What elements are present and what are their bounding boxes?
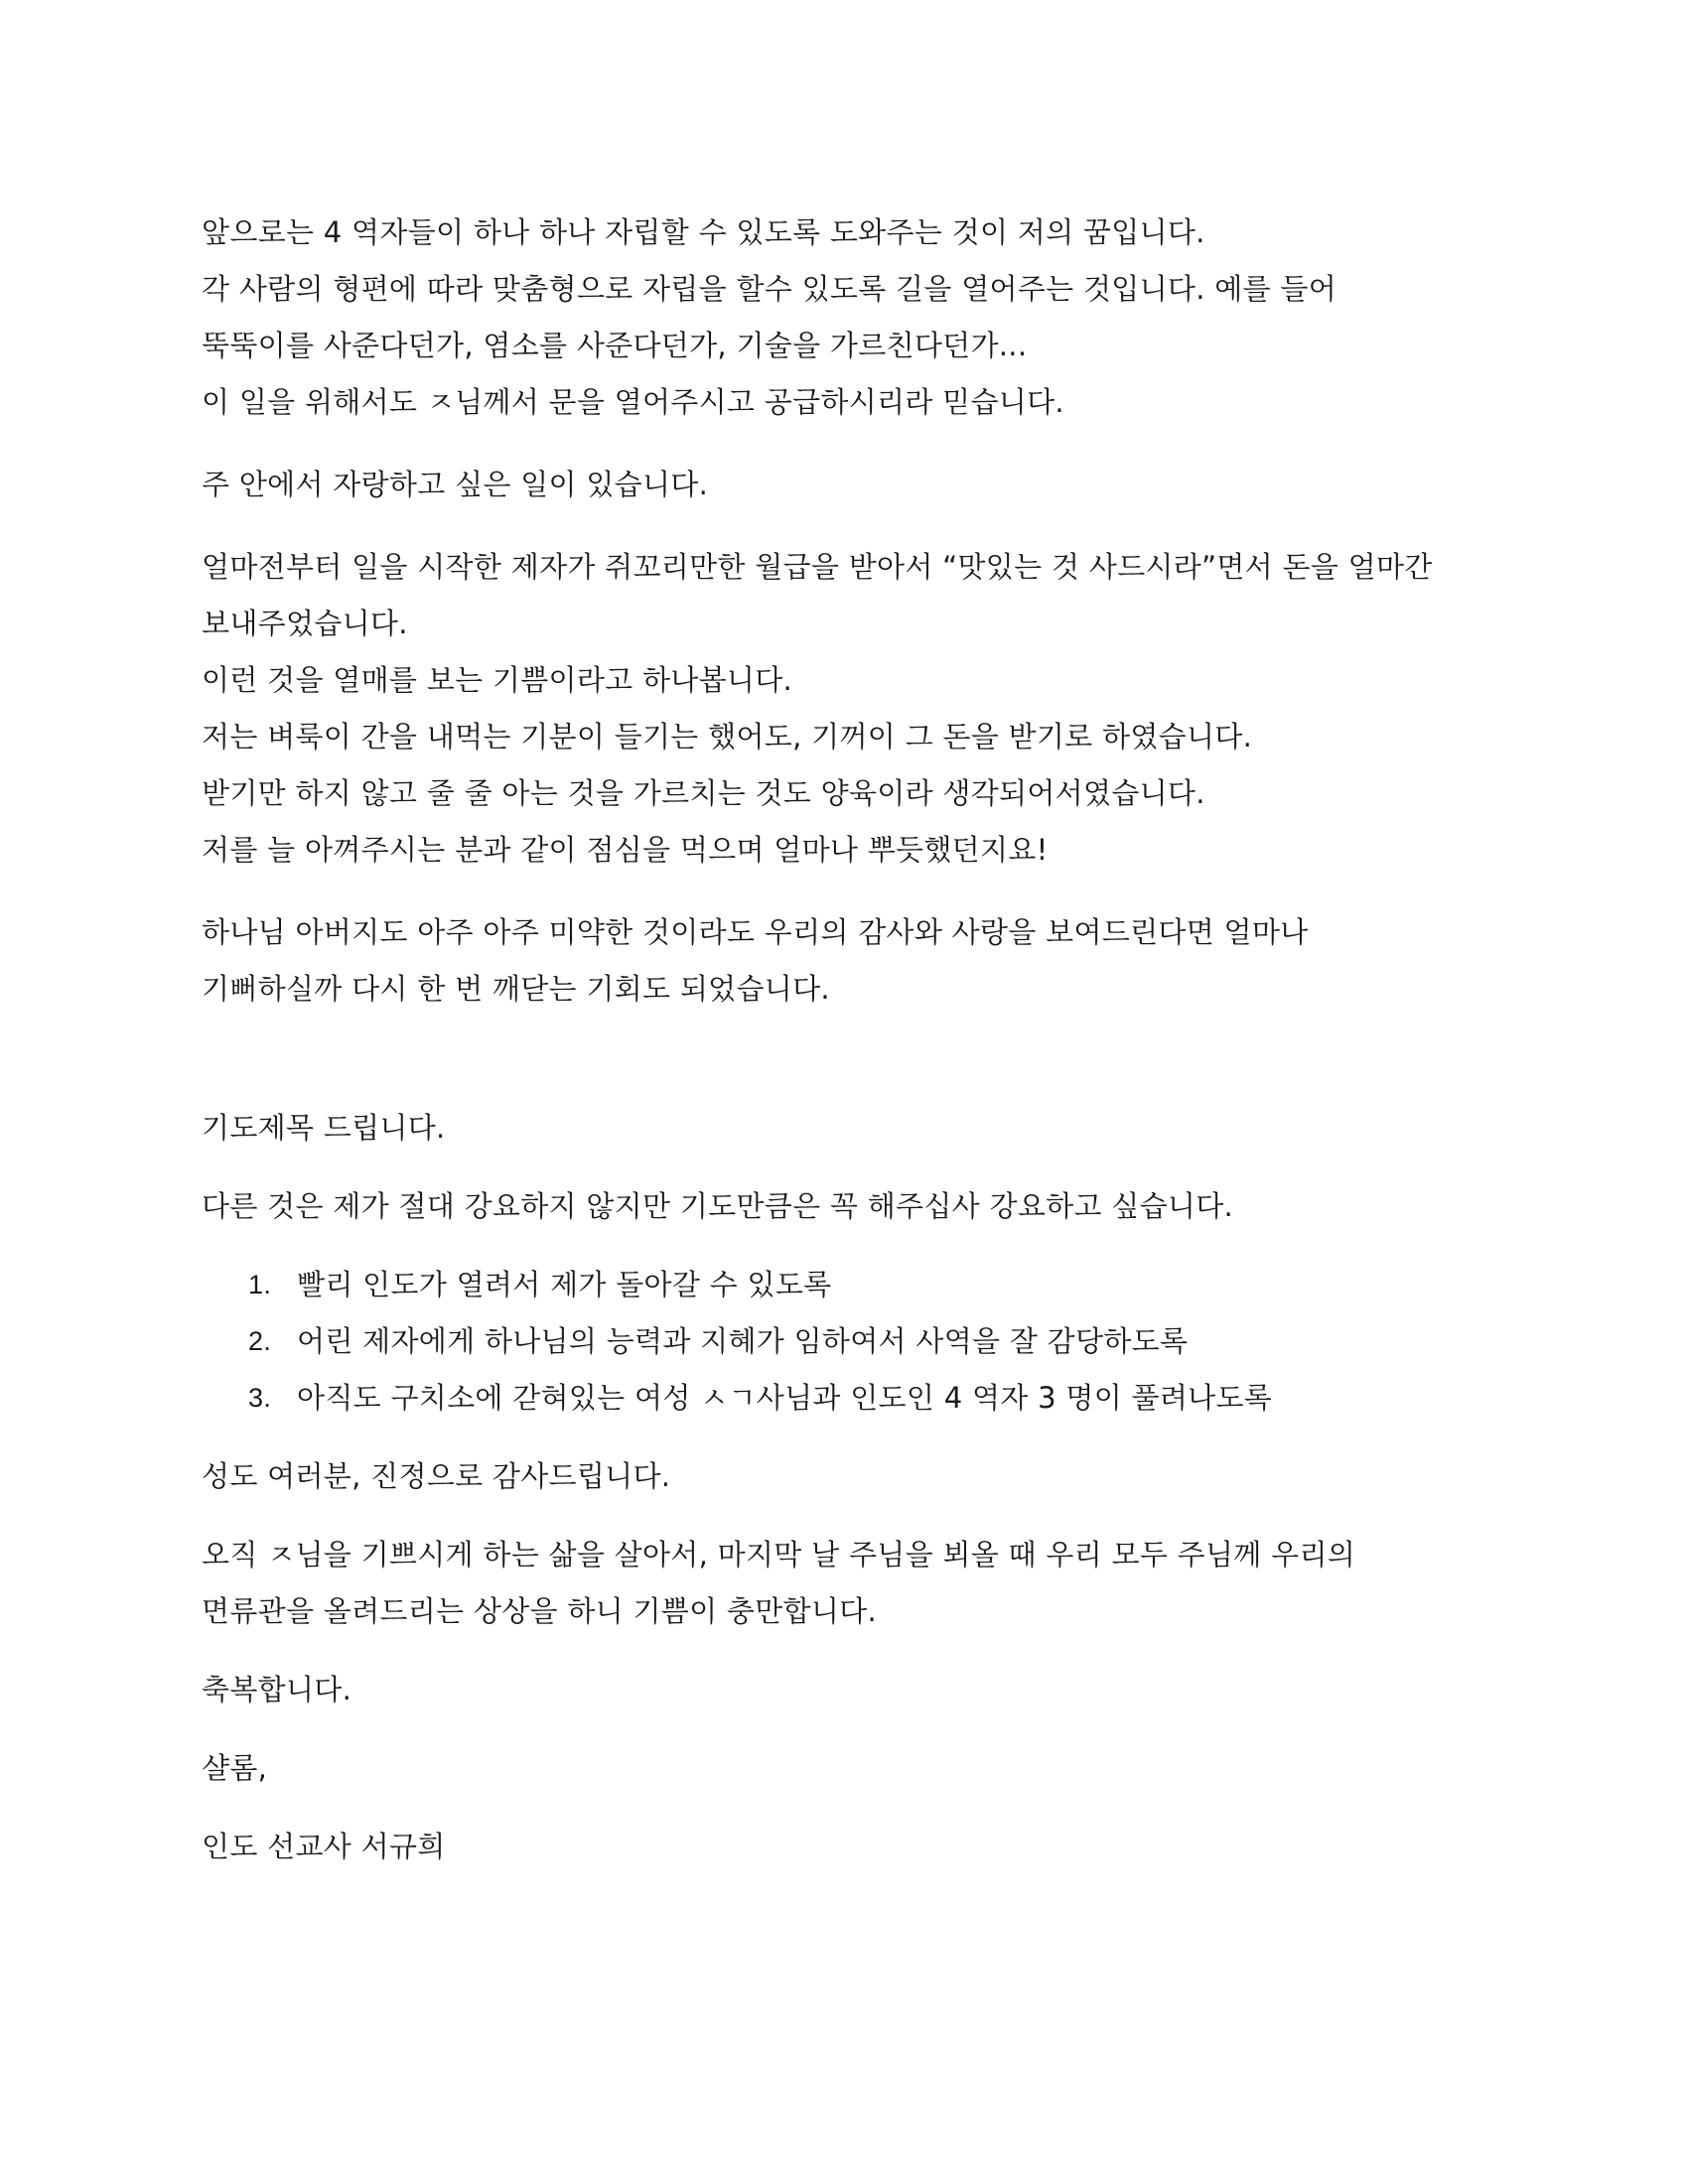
paragraph-self-reliance-dream [202,205,1492,431]
paragraph-spacer [202,513,1492,539]
paragraph-blessing [202,1662,1492,1718]
text-line: 기도제목 드립니다. [202,1111,446,1145]
text-line: 앞으로는 4 역자들이 하나 하나 자립할 수 있도록 도와주는 것이 저의 꿈입니다. [202,215,1205,249]
text-line: 오직 ㅈ님을 기쁘시게 하는 삶을 살아서, 마지막 날 주님을 뵈올 때 우리 모두 주님께 우리의 [202,1538,1356,1571]
paragraph-spacer [202,1797,1492,1819]
signature-line [202,1819,1492,1875]
text-line: 받기만 하지 않고 줄 줄 아는 것을 가르치는 것도 양육이라 생각되어서였습니다. [202,776,1205,810]
text-line: 보내주었습니다. [202,607,408,640]
list-number: 3. [248,1383,272,1413]
list-item [202,1313,1492,1370]
list-item [202,1370,1492,1427]
list-text: 어린 제자에게 하나님의 능력과 지혜가 임하여서 사역을 잘 감당하도록 [297,1324,1189,1358]
text-line: 다른 것은 제가 절대 강요하지 않지만 기도만큼은 꼭 해주십사 강요하고 싶습니다. [202,1189,1234,1223]
text-line: 각 사람의 형편에 따라 맞춤형으로 자립을 할수 있도록 길을 열어주는 것입니다. 예를 들어 [202,272,1337,306]
paragraph-boast-intro [202,457,1492,513]
paragraph-spacer [202,1505,1492,1527]
text-line: 기뻐하실까 다시 한 번 깨닫는 기회도 되었습니다. [202,972,830,1006]
text-line: 하나님 아버지도 아주 아주 미약한 것이라도 우리의 감사와 사랑을 보여드린다면 얼마나 [202,915,1309,949]
paragraph-spacer [202,1718,1492,1740]
paragraph-crown [202,1527,1492,1640]
paragraph-spacer [202,1640,1492,1662]
text-line: 샬롬, [202,1751,268,1785]
text-line: 인도 선교사 서규희 [202,1830,446,1863]
paragraph-spacer [202,1157,1492,1178]
paragraph-spacer [202,1235,1492,1257]
paragraph-prayer-heading [202,1100,1492,1157]
paragraph-prayer-request [202,1178,1492,1235]
list-text: 아직도 구치소에 갇혀있는 여성 ㅅㄱ사님과 인도인 4 역자 3 명이 풀려나도록 [297,1381,1273,1415]
paragraph-spacer [202,879,1492,904]
paragraph-shalom [202,1740,1492,1797]
paragraph-spacer [202,1018,1492,1100]
list-number: 2. [248,1326,272,1356]
text-line: 축복합니다. [202,1673,352,1706]
letter-body [202,205,1492,1875]
paragraph-father-joy [202,904,1492,1018]
prayer-list [202,1257,1492,1427]
text-line: 면류관을 올려드리는 상상을 하니 기쁨이 충만합니다. [202,1594,878,1628]
paragraph-disciple-gift [202,539,1492,879]
text-line: 저를 늘 아껴주시는 분과 같이 점심을 먹으며 얼마나 뿌듯했던지요! [202,833,1049,867]
list-item [202,1257,1492,1313]
list-number: 1. [248,1270,272,1299]
text-line: 주 안에서 자랑하고 싶은 일이 있습니다. [202,468,709,501]
list-text: 빨리 인도가 열려서 제가 돌아갈 수 있도록 [297,1268,832,1301]
paragraph-spacer [202,431,1492,457]
text-line: 이런 것을 열매를 보는 기쁨이라고 하나봅니다. [202,663,793,697]
paragraph-spacer [202,1427,1492,1448]
text-line: 성도 여러분, 진정으로 감사드립니다. [202,1459,671,1493]
paragraph-thanks [202,1448,1492,1505]
text-line: 뚝뚝이를 사준다던가, 염소를 사준다던가, 기술을 가르친다던가... [202,329,1028,362]
text-line: 이 일을 위해서도 ㅈ님께서 문을 열어주시고 공급하시리라 믿습니다. [202,385,1064,419]
text-line: 얼마전부터 일을 시작한 제자가 쥐꼬리만한 월급을 받아서 “맛있는 것 사드시라”면서 돈을 얼마간 [202,550,1433,584]
text-line: 저는 벼룩이 간을 내먹는 기분이 들기는 했어도, 기꺼이 그 돈을 받기로 하였습니다. [202,720,1253,753]
